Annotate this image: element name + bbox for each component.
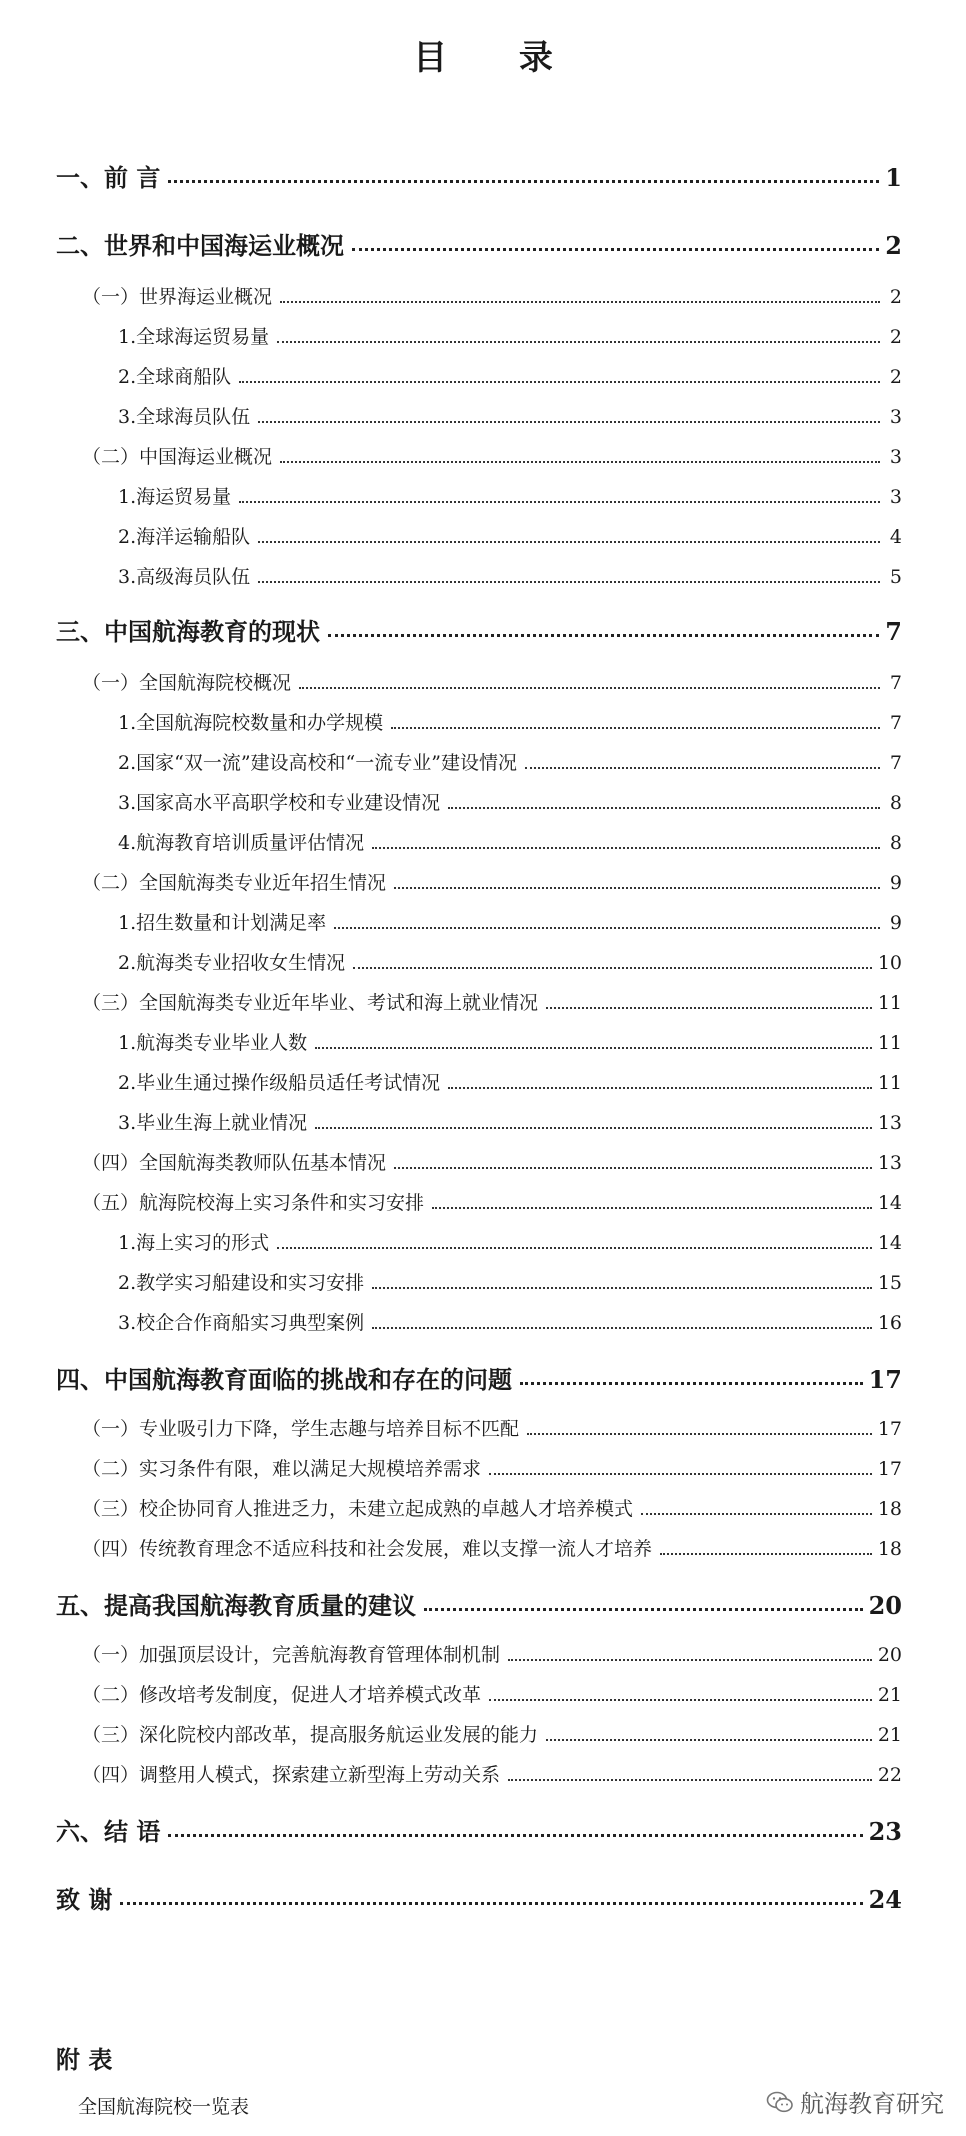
toc-entry-level-2[interactable]: [82, 1494, 902, 1521]
toc-entry-page-number: 8: [889, 832, 902, 854]
toc-entry-label: 二、世界和中国海运业概况: [56, 231, 344, 260]
toc-entry-level-3[interactable]: [118, 562, 902, 589]
toc-entry-label: 六、结 语: [56, 1817, 161, 1846]
dot-leader: [120, 1902, 862, 1905]
dot-leader: [352, 248, 879, 251]
dot-leader: [489, 1473, 872, 1475]
toc-entry-page-number: 2: [885, 231, 902, 260]
toc-entry-label: 1.海运贸易量: [118, 486, 232, 508]
toc-entry-level-3[interactable]: [118, 1028, 902, 1055]
toc-entry-label: （四）全国航海类教师队伍基本情况: [82, 1152, 387, 1174]
toc-entry-level-1[interactable]: [56, 612, 902, 647]
toc-entry-label: （三）全国航海类专业近年毕业、考试和海上就业情况: [82, 992, 539, 1014]
dot-leader: [168, 1834, 862, 1837]
toc-entry-level-3[interactable]: [118, 402, 902, 429]
toc-entry-page-number: 21: [877, 1684, 902, 1706]
dot-leader: [280, 461, 880, 463]
toc-entry-page-number: 18: [877, 1498, 902, 1520]
toc-entry-label: （一）专业吸引力下降，学生志趣与培养目标不匹配: [82, 1418, 520, 1440]
toc-entry-level-2[interactable]: [82, 282, 902, 309]
toc-entry-page-number: 17: [868, 1365, 902, 1394]
dot-leader: [239, 381, 880, 383]
dot-leader: [372, 1327, 872, 1329]
toc-entry-label: 3.全球海员队伍: [118, 406, 251, 428]
dot-leader: [546, 1007, 872, 1009]
toc-entry-label: 2.航海类专业招收女生情况: [118, 952, 346, 974]
dot-leader: [448, 807, 880, 809]
toc-entry-level-3[interactable]: [118, 482, 902, 509]
toc-entry-label: （一）世界海运业概况: [82, 286, 273, 308]
dot-leader: [328, 634, 879, 637]
toc-entry-level-2[interactable]: [82, 668, 902, 695]
toc-entry-label: 1.招生数量和计划满足率: [118, 912, 327, 934]
toc-entry-label: 3.校企合作商船实习典型案例: [118, 1312, 365, 1334]
toc-entry-page-number: 21: [877, 1724, 902, 1746]
toc-entry-level-3[interactable]: [118, 828, 902, 855]
toc-entry-label: 2.海洋运输船队: [118, 526, 251, 548]
toc-entry-page-number: 20: [868, 1591, 902, 1620]
toc-entry-label: 五、提高我国航海教育质量的建议: [56, 1591, 416, 1620]
toc-entry-level-3[interactable]: [118, 1228, 902, 1255]
toc-entry-label: 2.国家“双一流”建设高校和“一流专业”建设情况: [118, 752, 517, 774]
toc-entry-page-number: 7: [889, 752, 902, 774]
toc-entry-label: 1.海上实习的形式: [118, 1232, 270, 1254]
dot-leader: [520, 1382, 863, 1385]
toc-entry-page-number: 23: [868, 1817, 902, 1846]
dot-leader: [508, 1779, 872, 1781]
dot-leader: [391, 727, 880, 729]
toc-entry-label: 2.教学实习船建设和实习安排: [118, 1272, 365, 1294]
appendix-title: 附 表: [56, 2045, 113, 2074]
toc-entry-label: 1.全球海运贸易量: [118, 326, 270, 348]
toc-entry-page-number: 8: [889, 792, 902, 814]
dot-leader: [424, 1608, 863, 1611]
dot-leader: [641, 1513, 872, 1515]
toc-entry-label: （三）校企协同育人推进乏力，未建立起成熟的卓越人才培养模式: [82, 1498, 634, 1520]
toc-entry-level-2[interactable]: [82, 1454, 902, 1481]
toc-entry-level-2[interactable]: [82, 1720, 902, 1747]
toc-entry-level-1[interactable]: [56, 1812, 902, 1847]
toc-entry-label: （三）深化院校内部改革，提高服务航运业发展的能力: [82, 1724, 539, 1746]
dot-leader: [258, 421, 880, 423]
toc-entry-label: 1.全国航海院校数量和办学规模: [118, 712, 384, 734]
dot-leader: [258, 541, 880, 543]
toc-entry-label: （一）全国航海院校概况: [82, 672, 292, 694]
toc-entry-label: 3.国家高水平高职学校和专业建设情况: [118, 792, 441, 814]
dot-leader: [299, 687, 880, 689]
toc-entry-page-number: 2: [889, 366, 902, 388]
dot-leader: [258, 581, 880, 583]
toc-entry-level-3[interactable]: [118, 1308, 902, 1335]
toc-entry-label: 3.高级海员队伍: [118, 566, 251, 588]
watermark-text: 航海教育研究: [800, 2090, 944, 2118]
toc-entry-level-2[interactable]: [82, 1148, 902, 1175]
toc-entry-level-3[interactable]: [118, 362, 902, 389]
toc-entry-label: （二）全国航海类专业近年招生情况: [82, 872, 387, 894]
toc-entry-label: 4.航海教育培训质量评估情况: [118, 832, 365, 854]
dot-leader: [353, 967, 872, 969]
toc-entry-page-number: 11: [877, 1032, 902, 1054]
toc-entry-page-number: 14: [877, 1232, 902, 1254]
toc-entry-level-3[interactable]: [118, 788, 902, 815]
dot-leader: [394, 887, 880, 889]
toc-entry-label: 三、中国航海教育的现状: [56, 617, 320, 646]
watermark: [766, 2084, 944, 2119]
toc-entry-page-number: 17: [877, 1418, 902, 1440]
toc-entry-level-1[interactable]: [56, 1586, 902, 1621]
dot-leader: [372, 1287, 872, 1289]
toc-entry-level-3[interactable]: [118, 708, 902, 735]
toc-entry-page-number: 17: [877, 1458, 902, 1480]
dot-leader: [660, 1553, 872, 1555]
dot-leader: [489, 1699, 872, 1701]
dot-leader: [277, 341, 880, 343]
toc-entry-label: 1.航海类专业毕业人数: [118, 1032, 308, 1054]
dot-leader: [508, 1659, 872, 1661]
dot-leader: [334, 927, 880, 929]
toc-entry-level-2[interactable]: [82, 1640, 902, 1667]
toc-entry-level-2[interactable]: [82, 1680, 902, 1707]
toc-entry-level-2[interactable]: [82, 1760, 902, 1787]
toc-entry-page-number: 10: [877, 952, 902, 974]
toc-entry-label: （五）航海院校海上实习条件和实习安排: [82, 1192, 425, 1214]
toc-entry-level-3[interactable]: [118, 1108, 902, 1135]
toc-entry-page-number: 16: [877, 1312, 902, 1334]
dot-leader: [315, 1127, 872, 1129]
toc-entry-label: 2.毕业生通过操作级船员适任考试情况: [118, 1072, 441, 1094]
toc-entry-page-number: 3: [889, 406, 902, 428]
toc-entry-level-3[interactable]: [118, 1068, 902, 1095]
toc-entry-level-3[interactable]: [118, 1268, 902, 1295]
dot-leader: [280, 301, 880, 303]
toc-entry-page-number: 4: [889, 526, 902, 548]
dot-leader: [527, 1433, 872, 1435]
toc-entry-level-2[interactable]: [82, 1534, 902, 1561]
toc-entry-label: （二）中国海运业概况: [82, 446, 273, 468]
toc-entry-page-number: 9: [889, 912, 902, 934]
toc-entry-page-number: 5: [889, 566, 902, 588]
toc-entry-label: 四、中国航海教育面临的挑战和存在的问题: [56, 1365, 512, 1394]
toc-entry-page-number: 24: [868, 1885, 902, 1914]
dot-leader: [168, 180, 879, 183]
toc-entry-level-1[interactable]: [56, 1360, 902, 1395]
dot-leader: [525, 767, 880, 769]
dot-leader: [546, 1739, 872, 1741]
toc-entry-page-number: 7: [889, 712, 902, 734]
toc-entry-page-number: 3: [889, 446, 902, 468]
dot-leader: [239, 501, 880, 503]
toc-entry-level-2[interactable]: [82, 988, 902, 1015]
toc-entry-page-number: 1: [885, 163, 902, 192]
toc-entry-label: 致 谢: [56, 1885, 113, 1914]
toc-entry-label: （四）调整用人模式，探索建立新型海上劳动关系: [82, 1764, 501, 1786]
toc-entry-level-1[interactable]: [56, 1880, 902, 1915]
appendix-item: 全国航海院校一览表: [78, 2096, 250, 2118]
dot-leader: [432, 1207, 872, 1209]
toc-entry-page-number: 2: [889, 286, 902, 308]
toc-entry-page-number: 13: [877, 1152, 902, 1174]
toc-entry-page-number: 7: [885, 617, 902, 646]
toc-entry-level-3[interactable]: [118, 522, 902, 549]
toc-entry-page-number: 14: [877, 1192, 902, 1214]
toc-entry-page-number: 13: [877, 1112, 902, 1134]
dot-leader: [315, 1047, 872, 1049]
dot-leader: [372, 847, 880, 849]
toc-entry-level-1[interactable]: [56, 226, 902, 261]
toc-entry-level-3[interactable]: [118, 322, 902, 349]
toc-entry-label: 2.全球商船队: [118, 366, 232, 388]
toc-entry-level-1[interactable]: [56, 158, 902, 193]
toc-entry-level-3[interactable]: [118, 948, 902, 975]
toc-entry-page-number: 3: [889, 486, 902, 508]
toc-entry-page-number: 2: [889, 326, 902, 348]
toc-entry-page-number: 15: [877, 1272, 902, 1294]
page-title: 目 录: [413, 38, 583, 78]
toc-entry-label: （一）加强顶层设计，完善航海教育管理体制机制: [82, 1644, 501, 1666]
toc-entry-level-2[interactable]: [82, 1188, 902, 1215]
toc-entry-level-3[interactable]: [118, 748, 902, 775]
toc-entry-page-number: 11: [877, 1072, 902, 1094]
toc-entry-level-2[interactable]: [82, 1414, 902, 1441]
toc-entry-level-2[interactable]: [82, 868, 902, 895]
toc-entry-page-number: 20: [877, 1644, 902, 1666]
dot-leader: [394, 1167, 872, 1169]
toc-entry-level-2[interactable]: [82, 442, 902, 469]
dot-leader: [448, 1087, 872, 1089]
toc-entry-level-3[interactable]: [118, 908, 902, 935]
toc-entry-label: 3.毕业生海上就业情况: [118, 1112, 308, 1134]
toc-entry-page-number: 18: [877, 1538, 902, 1560]
dot-leader: [277, 1247, 872, 1249]
toc-entry-page-number: 22: [877, 1764, 902, 1786]
toc-entry-page-number: 7: [889, 672, 902, 694]
toc-entry-label: 一、前 言: [56, 163, 161, 192]
toc-entry-label: （二）实习条件有限，难以满足大规模培养需求: [82, 1458, 482, 1480]
toc-entry-label: （四）传统教育理念不适应科技和社会发展，难以支撑一流人才培养: [82, 1538, 653, 1560]
toc-entry-page-number: 9: [889, 872, 902, 894]
toc-entry-label: （二）修改培考发制度，促进人才培养模式改革: [82, 1684, 482, 1706]
wechat-icon: [766, 2090, 794, 2114]
toc-entry-page-number: 11: [877, 992, 902, 1014]
